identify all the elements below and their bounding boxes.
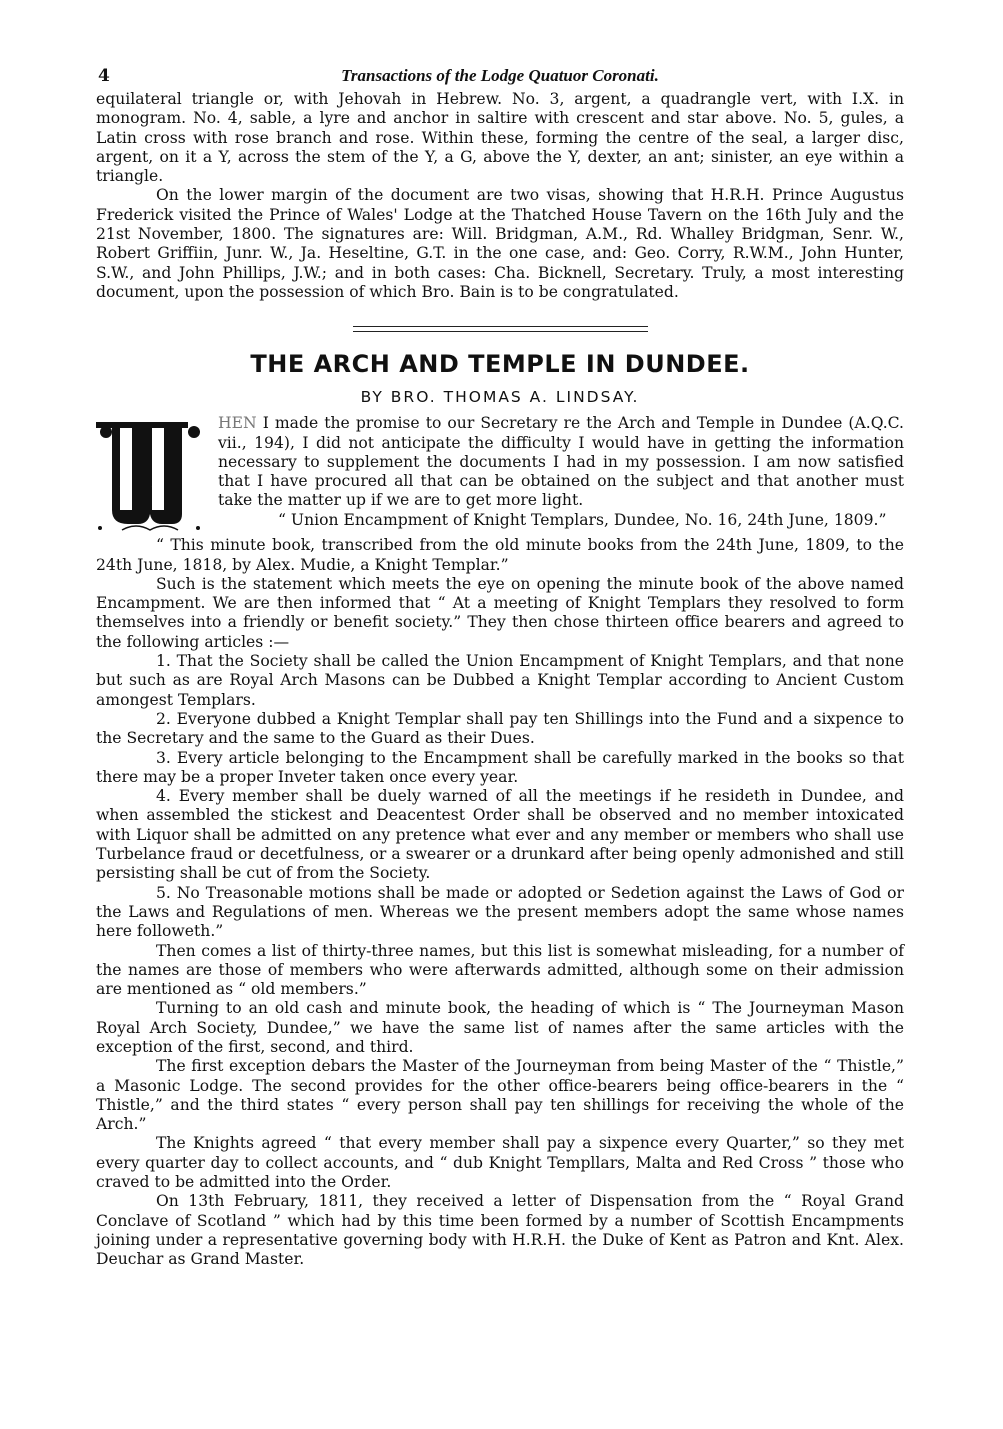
document-page xyxy=(96,60,904,1270)
article-paragraph: “ This minute book, transcribed from the old minute books from the 24th June, 1809, to the 24th June, 1818, by Alex. Mudie, a Knight Templar.” xyxy=(96,536,904,574)
article-paragraph: Such is the statement which meets the eye on opening the minute book of the above named Encampment. We are then informed that “ At a meeting of Knight Templars they resolved to form themselves into a friendly or benefit society.” They then chose thirteen office bearers and agreed to the following articles :— xyxy=(96,574,904,651)
paragraph-seal-description: equilateral triangle or, with Jehovah in Hebrew. No. 3, argent, a quadrangle vert, with I.X. in monogram. No. 4, sable, a lyre and anchor in saltire with crescent and star above. No. 5, gules, a Latin cross with rose branch and rose. Within these, forming the centre of the seal, a larger disc, argent, on it a Y, across the stem of the Y, a G, above the Y, dexter, an ant; sinister, an eye within a triangle. xyxy=(96,90,904,186)
article-paragraph-article-2: 2. Everyone dubbed a Knight Templar shall pay ten Shillings into the Fund and a sixpence to the Secretary and the same to the Guard as their Dues. xyxy=(96,709,904,748)
article-paragraph: Then comes a list of thirty-three names, but this list is somewhat misleading, for a number of the names are those of members who were afterwards admitted, although some on their admission are mentioned as “ old members.” xyxy=(96,941,904,999)
article-paragraph: The first exception debars the Master of the Journeyman from being Master of the “ Thistle,” a Masonic Lodge. The second provides for the other office-bearers being office-bearers in the “ Thistle,” and the third states “ every person shall pay ten shillings for receiving the whole of the Arch.” xyxy=(96,1057,904,1134)
article-byline: BY BRO. THOMAS A. LINDSAY. xyxy=(360,388,640,407)
article-paragraph-article-3: 3. Every article belonging to the Encampment shall be carefully marked in the books so that there may be a proper Inveter taken once every year. xyxy=(96,748,904,786)
paragraph-visas: On the lower margin of the document are two visas, showing that H.R.H. Prince Augustus Frederick visited the Prince of Wales' Lodge at the Thatched House Tavern on the 16th July and the 21st November, 1800. The signatures are: Will. Bridgman, A.M., Rd. Whalley Bridgman, Senr. W., Robert Griffiin, Junr. W., Ja. Heseltine, G.T. in the one case, and: Geo. Corry, R.W.M., John Hunter, S.W., and John Phillips, J.W.; and in both cases: Cha. Bicknell, Secretary. Truly, a most interesting document, upon the possession of which Bro. Bain is to be congratulated. xyxy=(96,186,904,301)
article-paragraph: On 13th February, 1811, they received a letter of Dispensation from the “ Royal Grand Conclave of Scotland ” which had by this time been formed by a number of Scottish Encampments joining under a representative governing body with H.R.H. the Duke of Kent as Patron and Knt. Alex. Deuchar as Grand Master. xyxy=(96,1192,904,1269)
opening-smallcaps: HEN xyxy=(218,414,257,433)
article-paragraph: The Knights agreed “ that every member shall pay a sixpence every Quarter,” so they met every quarter day to collect accounts, and “ dub Knight Templlars, Malta and Red Cross ” those who craved to be admitted into the Order. xyxy=(96,1134,904,1192)
article-paragraph-article-4: 4. Every member shall be duely warned of all the meetings if he resideth in Dundee, and when assembled the stickest and Deacentest Order shall be observed and no member intoxicated with Liquor shall be admitted on any pretence what ever and any member or members who shall use Turbelance fraud or decetfulness, or a swearer or a drunkard after being openly admonished and still persisting shall be cut of from the Society. xyxy=(96,787,904,883)
section-divider xyxy=(353,326,648,332)
ornamental-initial-w-icon xyxy=(92,414,208,534)
page-header xyxy=(96,60,904,90)
article-paragraph-article-1: 1. That the Society shall be called the Union Encampment of Knight Templars, and that none but such as are Royal Arch Masons can be Dubbed a Knight Templar according to Ancient Custom amongest Templars. xyxy=(96,652,904,709)
article-title: THE ARCH AND TEMPLE IN DUNDEE. xyxy=(250,350,750,379)
article-paragraph: “ Union Encampment of Knight Templars, Dundee, No. 16, 24th June, 1809.” xyxy=(278,510,887,529)
page-number: 4 xyxy=(98,66,110,86)
article-opening-paragraph xyxy=(96,414,904,510)
running-title: Transactions of the Lodge Quatuor Coronati. xyxy=(341,66,659,85)
article-paragraph: Turning to an old cash and minute book, the heading of which is “ The Journeyman Mason Royal Arch Society, Dundee,” we have the same list of names after the same articles with the exception of the first, second, and third. xyxy=(96,999,904,1056)
article-paragraph-article-5: 5. No Treasonable motions shall be made or adopted or Sedetion against the Laws of God or the Laws and Regulations of men. Whereas we the present members adopt the same whose names here followeth.” xyxy=(96,883,904,941)
opening-text: I made the promise to our Secretary re the Arch and Temple in Dundee (A.Q.C. vii., 194), I did not anticipate the difficulty I would have in getting the information necessary to supplement the documents I had in my possession. I am now satisfied that I have procured all that can be obtained on the subject and that another must take the matter up if we are to get more light. xyxy=(218,414,904,510)
